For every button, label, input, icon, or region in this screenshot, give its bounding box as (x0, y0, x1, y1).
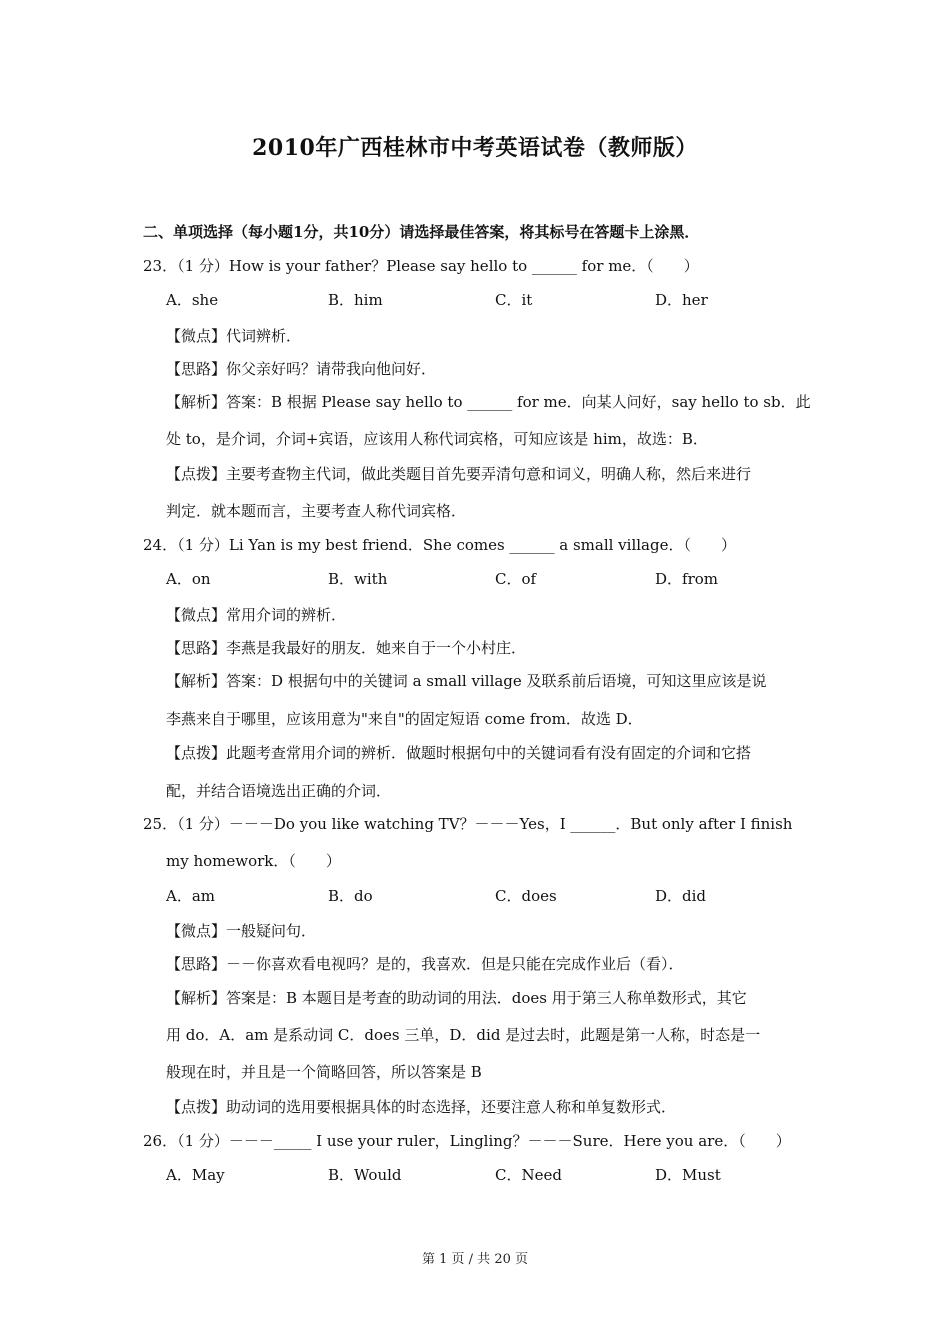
question-25-stem: 25．（1 分）－－－Do you like watching TV？－－－Yes，I ______．But only after I finish (143, 815, 793, 833)
q23-dianbo-cont: 判定．就本题而言，主要考查人称代词宾格． (166, 502, 467, 520)
question-24-stem: 24．（1 分）Li Yan is my best friend．She comes ______ a small village．（ ） (143, 536, 736, 554)
q23-jiexi: 【解析】答案：B 根据 Please say hello to ______ for me．向某人问好，say hello to sb．此 (166, 393, 811, 411)
q24-dianbo-cont: 配，并结合语境选出正确的介词． (166, 782, 392, 800)
q25-option-c: C．does (495, 887, 557, 905)
section-header: 二、单项选择（每小题1分，共10分）请选择最佳答案，将其标号在答题卡上涂黑． (143, 223, 700, 241)
q25-jiexi-cont: 用 do．A．am 是系动词 C．does 三单，D．did 是过去时，此题是第一人称，时态是一 (166, 1026, 761, 1044)
q25-option-a: A．am (166, 887, 215, 905)
q25-weidian: 【微点】一般疑问句． (166, 922, 317, 940)
q26-option-a: A．May (166, 1166, 225, 1184)
q24-option-a: A．on (166, 570, 211, 588)
question-26-stem: 26．（1 分）－－－_____ I use your ruler，Lingling？－－－Sure．Here you are．（ ） (143, 1132, 791, 1150)
q24-jiexi-cont: 李燕来自于哪里，应该用意为"来自"的固定短语 come from．故选 D． (166, 710, 643, 728)
q25-option-d: D．did (655, 887, 707, 905)
q23-weidian: 【微点】代词辨析． (166, 327, 302, 345)
q23-silu: 【思路】你父亲好吗？请带我向他问好． (166, 360, 437, 378)
question-23-stem: 23．（1 分）How is your father？Please say hello to ______ for me．（ ） (143, 257, 699, 275)
q24-option-b: B．with (328, 570, 388, 588)
page-title: 2010年广西桂林市中考英语试卷（教师版） (252, 135, 698, 161)
q26-option-d: D．Must (655, 1166, 721, 1184)
q23-dianbo: 【点拨】主要考查物主代词，做此类题目首先要弄清句意和词义，明确人称，然后来进行 (166, 465, 752, 483)
q25-dianbo: 【点拨】助动词的选用要根据具体的时态选择，还要注意人称和单复数形式． (166, 1098, 677, 1116)
q26-option-b: B．Would (328, 1166, 402, 1184)
q24-dianbo: 【点拨】此题考查常用介词的辨析．做题时根据句中的关键词看有没有固定的介词和它搭 (166, 744, 752, 762)
page-footer: 第 1 页 / 共 20 页 (422, 1252, 528, 1267)
q26-option-c: C．Need (495, 1166, 562, 1184)
q23-option-b: B．him (328, 291, 383, 309)
q23-option-a: A．she (166, 291, 219, 309)
q25-option-b: B．do (328, 887, 373, 905)
q24-option-c: C．of (495, 570, 537, 588)
q23-option-d: D．her (655, 291, 708, 309)
q23-jiexi-cont: 处 to，是介词，介词+宾语，应该用人称代词宾格，可知应该是 him，故选：B． (166, 430, 708, 448)
question-25-stem-cont: my homework．（ ） (166, 852, 341, 870)
q24-jiexi: 【解析】答案：D 根据句中的关键词 a small village 及联系前后语境，可知这里应该是说 (166, 672, 767, 690)
q25-jiexi: 【解析】答案是：B 本题目是考查的助动词的用法．does 用于第三人称单数形式，其它 (166, 989, 747, 1007)
q23-option-c: C．it (495, 291, 533, 309)
q25-jiexi-cont2: 般现在时，并且是一个简略回答，所以答案是 B (166, 1063, 482, 1081)
q24-option-d: D．from (655, 570, 719, 588)
q24-silu: 【思路】李燕是我最好的朋友．她来自于一个小村庄． (166, 639, 527, 657)
q24-weidian: 【微点】常用介词的辨析． (166, 606, 347, 624)
q25-silu: 【思路】－－你喜欢看电视吗？是的，我喜欢．但是只能在完成作业后（看）． (166, 955, 684, 973)
